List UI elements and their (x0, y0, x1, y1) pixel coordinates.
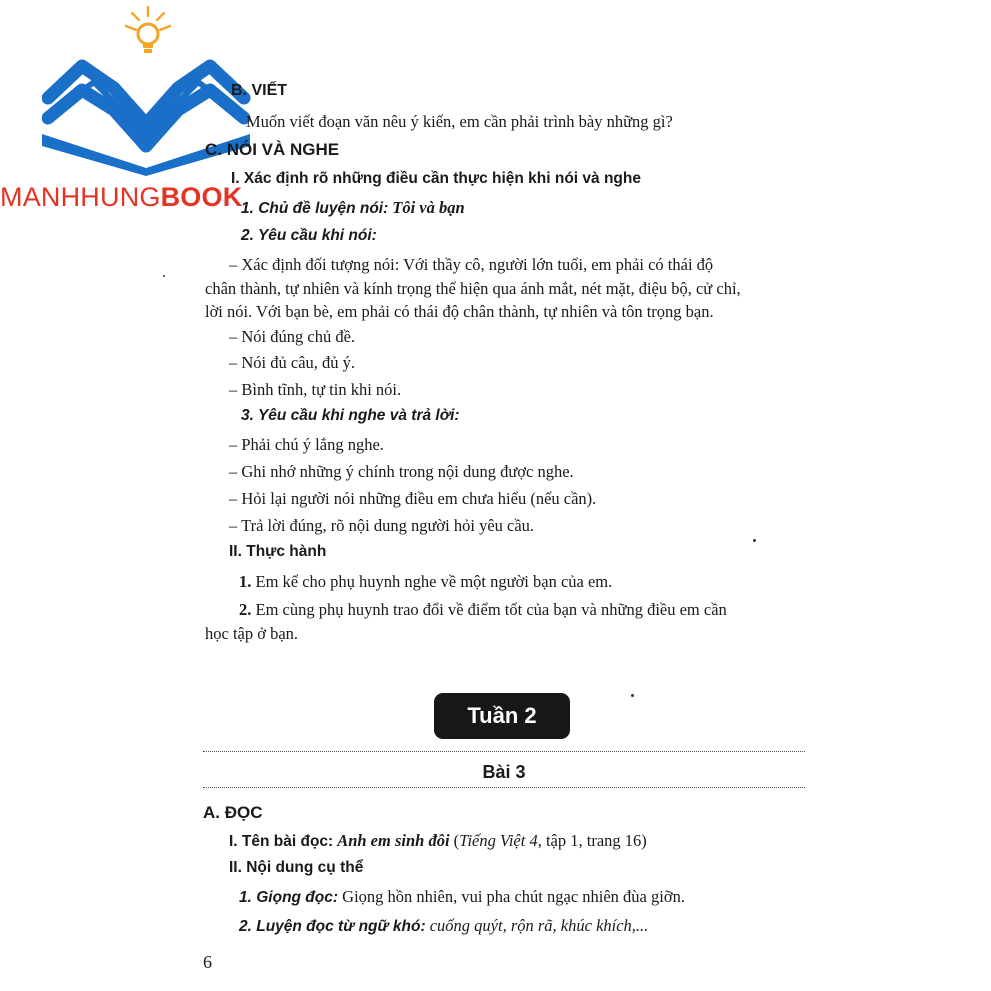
practice-num: 1. (239, 572, 252, 591)
viet-question: Muốn viết đoạn văn nêu ý kiến, em cần phải trình bày những gì? (246, 112, 673, 131)
practice-text: Em kể cho phụ huynh nghe về một người bạn của em. (255, 572, 613, 591)
week-badge: Tuần 2 (434, 693, 570, 739)
brand-name-part2: BOOK (160, 182, 243, 212)
topic-value: Tôi và bạn (392, 198, 465, 217)
noi-nghe-sub1: I. Xác định rõ những điều cần thực hiện khi nói và nghe (231, 170, 641, 187)
practice-item-2-cont: học tập ở bạn. (205, 624, 299, 643)
page-number: 6 (203, 952, 212, 972)
practice-num: 2. (239, 600, 252, 619)
practice-item-1 (239, 572, 612, 592)
practice-item-2 (239, 600, 727, 620)
viet-heading: B. VIẾT (231, 82, 288, 99)
speak-item: – Nói đủ câu, đủ ý. (229, 353, 356, 372)
voice-line (239, 887, 685, 907)
listen-item: – Hỏi lại người nói những điều em chưa hiểu (nếu cần). (229, 489, 597, 508)
practice-text: Em cùng phụ huynh trao đổi về điểm tốt của bạn và những điều em cần (255, 600, 727, 619)
doc-content-heading: II. Nội dung cụ thể (229, 859, 364, 876)
brand-name (0, 182, 242, 213)
listen-item: – Ghi nhớ những ý chính trong nội dung được nghe. (229, 462, 574, 481)
doc-ref-open: ( (449, 831, 460, 850)
divider (203, 787, 805, 788)
req-listen-label: 3. Yêu cầu khi nghe và trả lời: (241, 407, 460, 424)
doc-title-line (229, 831, 647, 851)
topic-label: 1. Chủ đề luyện nói: (241, 200, 389, 217)
doc-ref-book: Tiếng Việt 4 (459, 831, 538, 850)
words-line (239, 916, 648, 936)
doc-title-value: Anh em sinh đôi (337, 831, 450, 850)
divider (203, 751, 805, 752)
speak-item: – Nói đúng chủ đề. (229, 327, 356, 346)
brand-name-part1: MANHHUNG (0, 182, 161, 212)
speak-item: – Bình tĩnh, tự tin khi nói. (229, 380, 402, 399)
para-line-1: – Xác định đối tượng nói: Với thầy cô, người lớn tuổi, em phải có thái độ (229, 255, 714, 274)
para-line-2: chân thành, tự nhiên và kính trọng thể hiện qua ánh mắt, nét mặt, điệu bộ, cử chỉ, (205, 279, 741, 298)
practice-heading: II. Thực hành (229, 543, 327, 560)
words-label: 2. Luyện đọc từ ngữ khó: (239, 918, 426, 935)
listen-item: – Phải chú ý lắng nghe. (229, 435, 384, 454)
para-line-3: lời nói. Với bạn bè, em phải có thái độ chân thành, tự nhiên và tôn trọng bạn. (205, 302, 714, 321)
topic-line (241, 198, 465, 218)
voice-value: Giọng hồn nhiên, vui pha chút ngạc nhiên đùa giỡn. (338, 887, 685, 906)
req-speak-label: 2. Yêu cầu khi nói: (241, 227, 377, 244)
noi-nghe-heading: C. NÓI VÀ NGHE (205, 140, 340, 159)
lesson-title: Bài 3 (482, 762, 526, 782)
doc-title-label: I. Tên bài đọc: (229, 833, 334, 850)
words-value: cuống quýt, rộn rã, khúc khích,... (425, 916, 649, 935)
doc-ref-rest: , tập 1, trang 16) (537, 831, 647, 850)
voice-label: 1. Giọng đọc: (239, 889, 339, 906)
listen-item: – Trả lời đúng, rõ nội dung người hỏi yêu cầu. (229, 516, 535, 535)
doc-heading: A. ĐỌC (203, 803, 263, 822)
